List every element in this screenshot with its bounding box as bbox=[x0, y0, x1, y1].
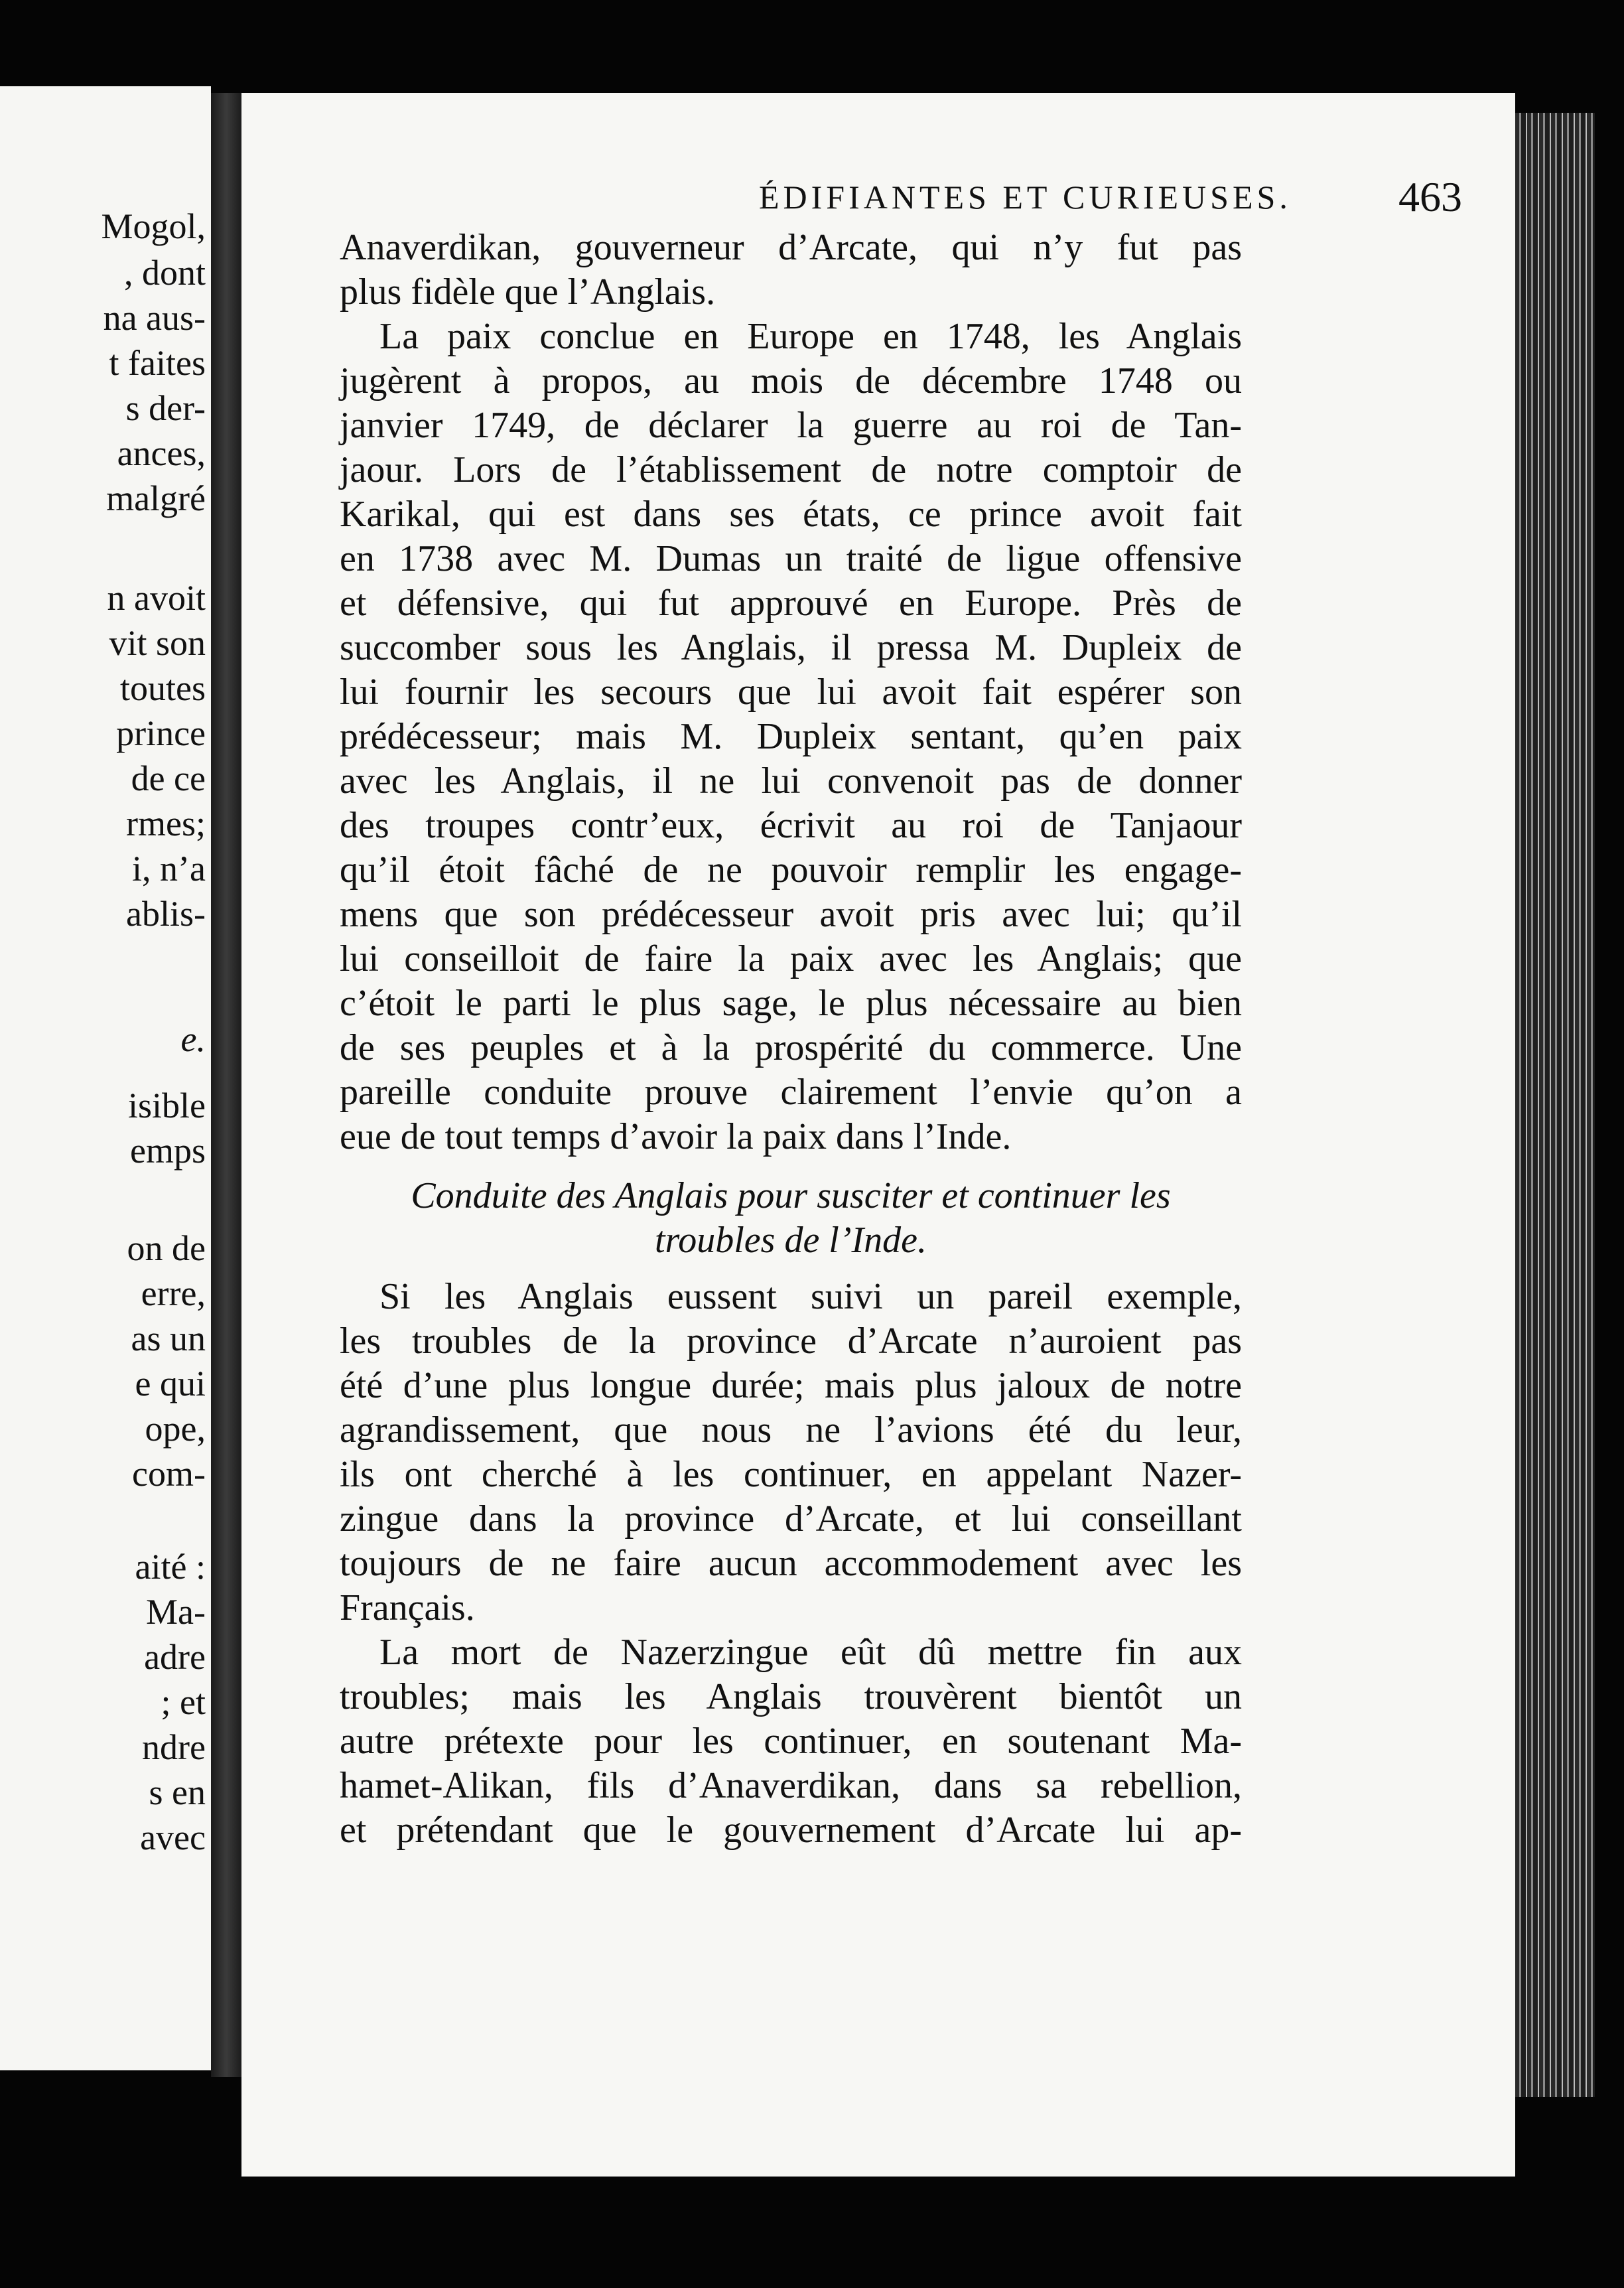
text-line: Anaverdikan, gouverneur d’Arcate, qui n’y fut pas bbox=[340, 227, 1242, 268]
text-line: plus fidèle que l’Anglais. bbox=[340, 271, 716, 313]
text-line: été d’une plus longue durée; mais plus jaloux de notre bbox=[340, 1365, 1242, 1406]
section-heading bbox=[340, 1174, 1242, 1263]
text-line: mens que son prédécesseur avoit pris avec lui; qu’il bbox=[340, 894, 1242, 935]
text-line: des troupes contr’eux, écrivit au roi de Tanjaour bbox=[340, 805, 1242, 846]
text-line: eue de tout temps d’avoir la paix dans l’Inde. bbox=[340, 1116, 1012, 1157]
left-page-line: n avoit bbox=[107, 578, 206, 618]
left-page-line: adre bbox=[144, 1637, 206, 1677]
left-page-line: erre, bbox=[141, 1273, 206, 1313]
text-line: troubles; mais les Anglais trouvèrent bientôt un bbox=[340, 1676, 1242, 1717]
left-page-line: ope, bbox=[145, 1409, 206, 1449]
left-page-line: na aus- bbox=[103, 298, 206, 338]
left-page-line: Mogol, bbox=[101, 206, 206, 246]
section-heading-line: troubles de l’Inde. bbox=[654, 1220, 927, 1261]
left-page-line: ; et bbox=[161, 1682, 206, 1722]
text-line: jugèrent à propos, au mois de décembre 1748 ou bbox=[340, 360, 1242, 401]
left-page-line: on de bbox=[127, 1228, 206, 1268]
running-title: ÉDIFIANTES ET CURIEUSES. bbox=[759, 179, 1292, 216]
left-page-line: avec bbox=[140, 1818, 206, 1857]
body-text bbox=[340, 226, 1242, 1853]
text-line: ils ont cherché à les continuer, en appelant Nazer- bbox=[340, 1454, 1242, 1495]
text-line: c’étoit le parti le plus sage, le plus nécessaire au bien bbox=[340, 983, 1242, 1024]
text-line: La mort de Nazerzingue eût dû mettre fin aux bbox=[379, 1632, 1242, 1673]
text-line: agrandissement, que nous ne l’avions été du leur, bbox=[340, 1409, 1242, 1451]
text-line: et défensive, qui fut approuvé en Europe. Près de bbox=[340, 583, 1242, 624]
text-line: toujours de ne faire aucun accommodement avec les bbox=[340, 1543, 1242, 1584]
text-line: lui conseilloit de faire la paix avec les Anglais; que bbox=[340, 938, 1242, 979]
text-line: qu’il étoit fâché de ne pouvoir remplir les engage- bbox=[340, 849, 1242, 891]
text-line: et prétendant que le gouvernement d’Arcate lui ap- bbox=[340, 1810, 1242, 1851]
text-line: prédécesseur; mais M. Dupleix sentant, qu’en paix bbox=[340, 716, 1242, 757]
text-line: janvier 1749, de déclarer la guerre au roi de Tan- bbox=[340, 405, 1242, 446]
text-line: de ses peuples et à la prospérité du commerce. Une bbox=[340, 1027, 1242, 1068]
left-page-line: isible bbox=[128, 1086, 206, 1125]
left-page-line: de ce bbox=[131, 758, 206, 798]
text-line: succomber sous les Anglais, il pressa M. Dupleix de bbox=[340, 627, 1242, 668]
left-page-line: emps bbox=[130, 1131, 206, 1171]
text-line: pareille conduite prouve clairement l’envie qu’on a bbox=[340, 1072, 1242, 1113]
left-page-line: as un bbox=[131, 1319, 206, 1358]
left-page-line: i, n’a bbox=[132, 849, 206, 889]
left-page-line: e qui bbox=[135, 1364, 206, 1403]
left-page-line: malgré bbox=[106, 478, 206, 518]
page-number: 463 bbox=[1398, 173, 1462, 220]
left-page-line: ances, bbox=[117, 433, 206, 473]
text-line: lui fournir les secours que lui avoit fait espérer son bbox=[340, 672, 1242, 713]
running-header bbox=[507, 173, 1482, 226]
text-line: autre prétexte pour les continuer, en soutenant Ma- bbox=[340, 1721, 1242, 1762]
left-page-line: ablis- bbox=[126, 894, 206, 934]
text-line: en 1738 avec M. Dumas un traité de ligue offensive bbox=[340, 538, 1242, 579]
text-line: les troubles de la province d’Arcate n’auroient pas bbox=[340, 1321, 1242, 1362]
left-page-line: toutes bbox=[120, 668, 206, 708]
left-page-line: com- bbox=[132, 1454, 206, 1494]
left-page-line: t faites bbox=[109, 343, 206, 383]
text-line: avec les Anglais, il ne lui convenoit pas de donner bbox=[340, 760, 1242, 802]
left-page-line: rmes; bbox=[126, 804, 206, 843]
text-line: jaour. Lors de l’établissement de notre comptoir de bbox=[340, 449, 1242, 490]
left-page-line: , dont bbox=[123, 253, 206, 293]
left-page-fragment bbox=[0, 86, 211, 2070]
left-page-line: e. bbox=[180, 1019, 206, 1059]
left-page-line: vit son bbox=[109, 623, 206, 663]
book-gutter bbox=[211, 93, 241, 2077]
text-line: Si les Anglais eussent suivi un pareil exemple, bbox=[379, 1276, 1242, 1317]
section-heading-line: Conduite des Anglais pour susciter et continuer les bbox=[411, 1175, 1171, 1216]
text-line: La paix conclue en Europe en 1748, les Anglais bbox=[379, 316, 1242, 357]
text-line: zingue dans la province d’Arcate, et lui conseillant bbox=[340, 1498, 1242, 1539]
left-page-line: prince bbox=[116, 713, 206, 753]
left-page-line: s der- bbox=[125, 388, 206, 428]
left-page-line: ndre bbox=[142, 1727, 206, 1767]
book-page bbox=[241, 93, 1515, 2177]
left-page-line: aité : bbox=[135, 1547, 206, 1587]
left-page-line: s en bbox=[149, 1772, 206, 1812]
page-edges bbox=[1515, 113, 1595, 2097]
text-line: hamet-Alikan, fils d’Anaverdikan, dans sa rebellion, bbox=[340, 1765, 1242, 1806]
left-page-line: Ma- bbox=[146, 1592, 206, 1632]
text-line: Karikal, qui est dans ses états, ce prince avoit fait bbox=[340, 494, 1242, 535]
text-line: Français. bbox=[340, 1587, 475, 1628]
